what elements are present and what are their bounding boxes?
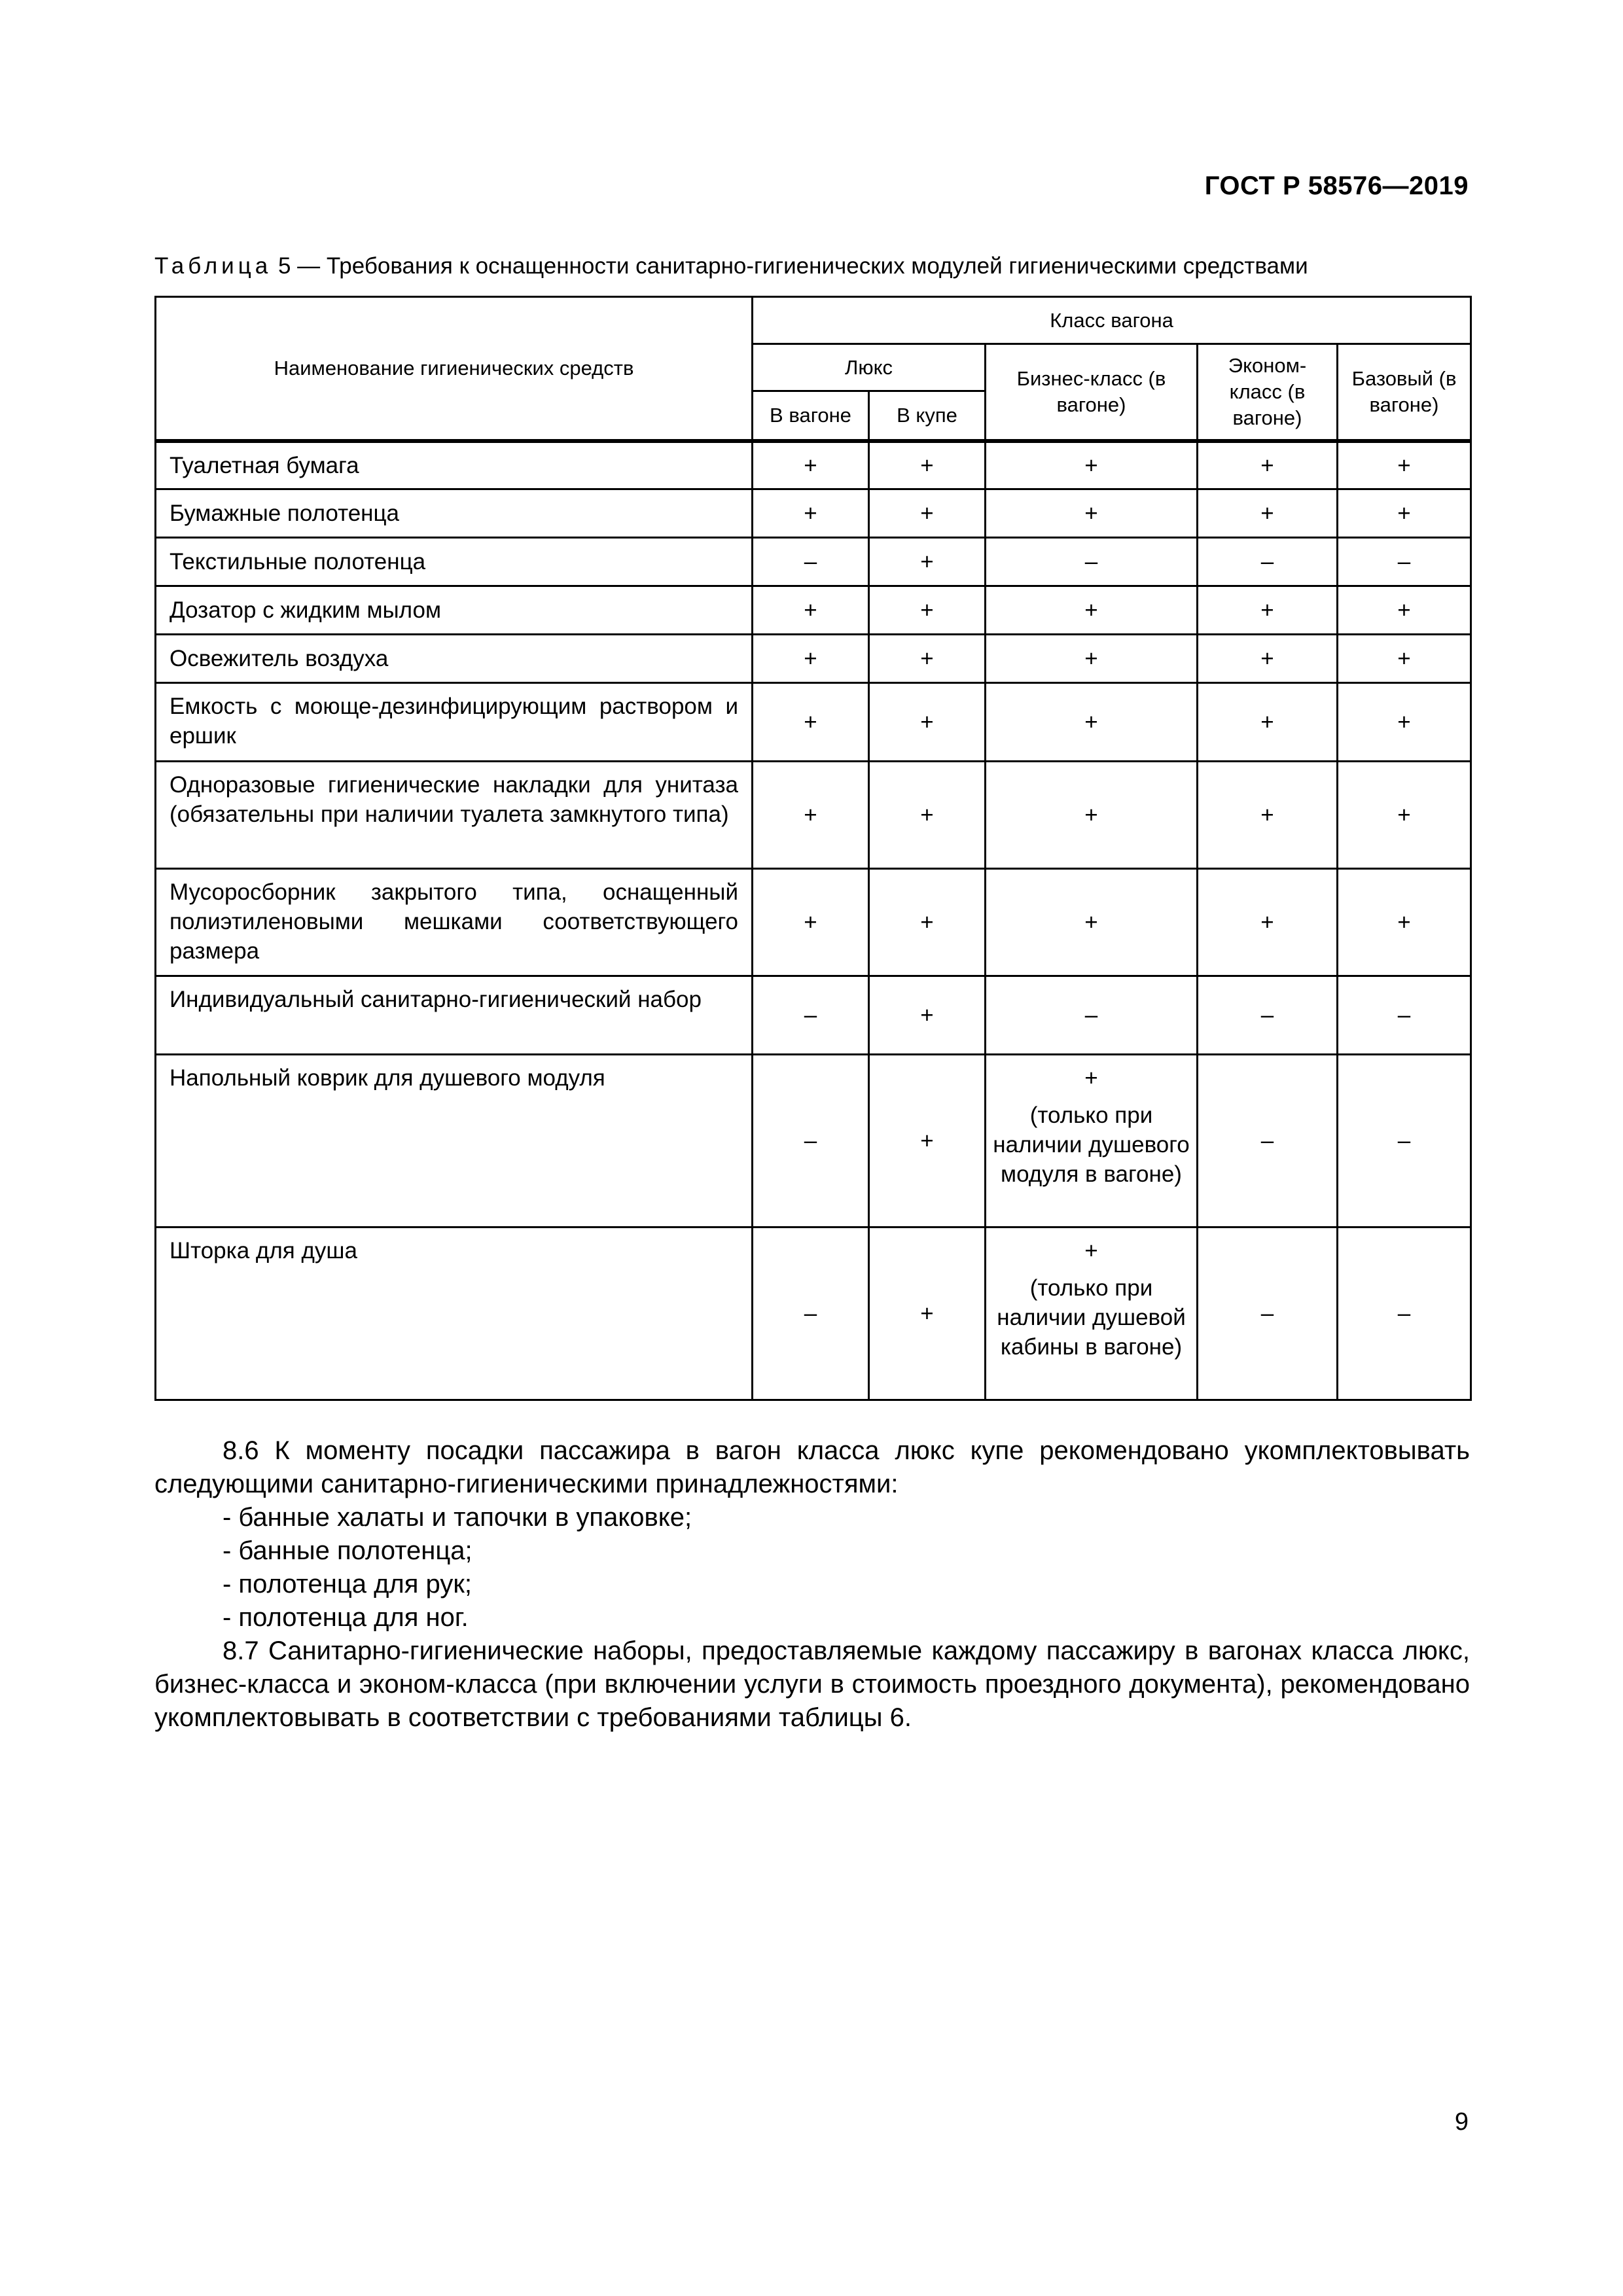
cell-value: – (1338, 538, 1471, 586)
table-caption-label: Таблица (154, 253, 272, 279)
row-name: Мусоросборник закрытого типа, оснащенный полиэтиленовыми мешками соответствующего размера (156, 869, 753, 976)
cell-value: + (1198, 683, 1338, 762)
cell-value: + (1198, 635, 1338, 683)
row-name: Одноразовые гигиенические накладки для унитаза (обязательны при наличии туалета замкнутого типа) (156, 762, 753, 869)
cell-value: + (869, 683, 986, 762)
row-name: Дозатор с жидким мылом (156, 586, 753, 635)
list-item: - полотенца для ног. (223, 1603, 469, 1632)
table-row (156, 635, 1471, 683)
cell-value: + (869, 762, 986, 869)
cell-value: + (753, 869, 869, 976)
header-lux: Люкс (753, 344, 986, 391)
table-row (156, 538, 1471, 586)
cell-value: + (986, 489, 1198, 538)
table-row (156, 976, 1471, 1055)
table-row (156, 762, 1471, 869)
cell-value: + (753, 489, 869, 538)
cell-value: + (1198, 762, 1338, 869)
cell-value: + (1198, 489, 1338, 538)
cell-value: + (869, 538, 986, 586)
cell-value: + (1198, 441, 1338, 489)
cell-value: + (1338, 683, 1471, 762)
table-caption-text: 5 — Требования к оснащенности санитарно-гигиенических модулей гигиеническими средствами (277, 253, 1308, 279)
list-item: - банные полотенца; (223, 1536, 473, 1565)
row-name: Бумажные полотенца (156, 489, 753, 538)
header-basic: Базовый (в вагоне) (1338, 344, 1471, 441)
row-name: Туалетная бумага (156, 441, 753, 489)
cell-value: + (1338, 441, 1471, 489)
cell-value: – (753, 1055, 869, 1227)
cell-value: + (753, 586, 869, 635)
cell-value: + (986, 586, 1198, 635)
header-lux-car: В вагоне (753, 391, 869, 441)
header-business: Бизнес-класс (в вагоне) (986, 344, 1198, 441)
hygiene-requirements-table (154, 296, 1472, 1401)
table-caption (154, 252, 1470, 281)
cell-value: – (1338, 1055, 1471, 1227)
table-row (156, 683, 1471, 762)
cell-value: + (1338, 586, 1471, 635)
cell-value: + (869, 1227, 986, 1400)
paragraph-8-7: 8.7 Санитарно-гигиенические наборы, предоставляемые каждому пассажиру в вагонах класса люкс, бизнес-класса и эконом-класса (при включении услуги в стоимость проездного документа), рекомендовано укомплектовывать в соответствии с требованиями таблицы 6. (154, 1636, 1470, 1732)
cell-value: – (1198, 538, 1338, 586)
cell-value: + (1084, 1065, 1098, 1091)
header-item-name: Наименование гигиенических средств (156, 297, 753, 441)
table-row (156, 1227, 1471, 1400)
row-name: Шторка для душа (156, 1227, 753, 1400)
cell-value: – (753, 538, 869, 586)
cell-value: + (1338, 762, 1471, 869)
cell-value: + (1338, 489, 1471, 538)
document-code: ГОСТ Р 58576—2019 (1204, 171, 1469, 200)
list-item: - банные халаты и тапочки в упаковке; (223, 1503, 692, 1532)
cell-value: + (869, 635, 986, 683)
cell-value: + (753, 441, 869, 489)
cell-value: + (986, 683, 1198, 762)
cell-value: + (1084, 1238, 1098, 1263)
row-name: Индивидуальный санитарно-гигиенический набор (156, 976, 753, 1055)
table-row (156, 586, 1471, 635)
cell-value: + (1198, 869, 1338, 976)
cell-value: – (1338, 1227, 1471, 1400)
cell-value: + (869, 441, 986, 489)
table-row (156, 441, 1471, 489)
body-text (154, 1434, 1470, 1735)
cell-value: – (986, 538, 1198, 586)
cell-value: – (1338, 976, 1471, 1055)
cell-value-with-note (986, 1055, 1198, 1227)
header-economy: Эконом-класс (в вагоне) (1198, 344, 1338, 441)
cell-note: (только при наличии душевой кабины в вагоне) (997, 1275, 1186, 1360)
cell-value: + (869, 489, 986, 538)
cell-value: – (753, 976, 869, 1055)
cell-value: + (1198, 586, 1338, 635)
cell-value: + (1338, 869, 1471, 976)
cell-value: + (869, 586, 986, 635)
row-name: Емкость с моюще-дезинфицирующим раствором и ершик (156, 683, 753, 762)
table-row (156, 489, 1471, 538)
header-lux-coupe: В купе (869, 391, 986, 441)
table-row (156, 1055, 1471, 1227)
table-row (156, 869, 1471, 976)
row-name: Текстильные полотенца (156, 538, 753, 586)
cell-value: – (1198, 976, 1338, 1055)
cell-value-with-note (986, 1227, 1198, 1400)
cell-value: – (753, 1227, 869, 1400)
cell-value: + (1338, 635, 1471, 683)
page-number: 9 (1454, 2108, 1469, 2136)
cell-value: + (986, 635, 1198, 683)
cell-value: – (1198, 1227, 1338, 1400)
cell-value: + (869, 869, 986, 976)
row-name: Напольный коврик для душевого модуля (156, 1055, 753, 1227)
header-car-class: Класс вагона (753, 297, 1471, 344)
cell-value: + (753, 683, 869, 762)
cell-value: – (986, 976, 1198, 1055)
cell-value: + (753, 635, 869, 683)
list-item: - полотенца для рук; (223, 1570, 472, 1598)
row-name: Освежитель воздуха (156, 635, 753, 683)
paragraph-8-6: 8.6 К моменту посадки пассажира в вагон класса люкс купе рекомендовано укомплектовывать следующими санитарно-гигиеническими принадлежностями: (154, 1436, 1470, 1498)
cell-value: + (869, 1055, 986, 1227)
cell-value: + (869, 976, 986, 1055)
cell-value: + (986, 869, 1198, 976)
cell-value: – (1198, 1055, 1338, 1227)
cell-note: (только при наличии душевого модуля в вагоне) (993, 1103, 1190, 1187)
cell-value: + (753, 762, 869, 869)
cell-value: + (986, 762, 1198, 869)
cell-value: + (986, 441, 1198, 489)
